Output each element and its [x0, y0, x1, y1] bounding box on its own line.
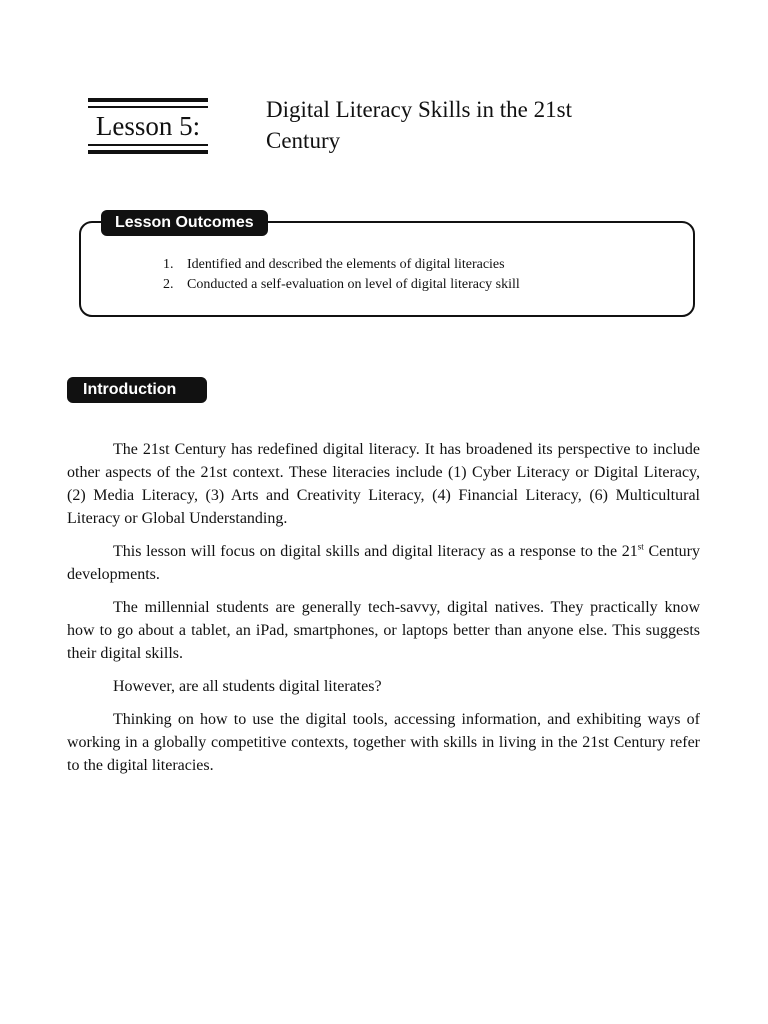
lesson-outcomes-heading: Lesson Outcomes — [101, 210, 268, 236]
paragraph: Thinking on how to use the digital tools, accessing information, and exhibiting ways of working in a globally competitive contexts, together with skills in living in the 21st Century refer to the digital literacies. — [67, 711, 700, 774]
outcomes-list — [163, 255, 663, 295]
paragraph: The millennial students are generally tech-savvy, digital natives. They practically know how to go about a tablet, an iPad, smartphones, or laptops better than anyone else. This suggests their digital skills. — [67, 599, 700, 662]
top-rule-thick — [88, 98, 208, 102]
superscript: st — [637, 541, 644, 552]
introduction-body — [67, 438, 700, 787]
paragraph-text: Century developments. — [67, 543, 700, 583]
paragraph-text: This lesson will focus on digital skills and digital literacy as a response to the 21 — [113, 543, 638, 560]
list-item — [163, 275, 663, 295]
paragraph — [67, 540, 700, 586]
list-item-text: Identified and described the elements of digital literacies — [187, 257, 505, 272]
lesson-title: Digital Literacy Skills in the 21st Century — [266, 97, 572, 153]
lesson-number: Lesson 5: — [95, 111, 201, 141]
introduction-heading: Introduction — [67, 377, 207, 403]
paragraph: The 21st Century has redefined digital literacy. It has broadened its perspective to include other aspects of the 21st context. These literacies include (1) Cyber Literacy or Digital Literacy, (2) Media Literacy, (3) Arts and Creativity Literacy, (4) Financial Literacy, (6) Multicultural Literacy or Global Understanding. — [67, 441, 700, 527]
bottom-rule-thin — [88, 144, 208, 146]
top-rule-thin — [88, 106, 208, 108]
lesson-number-box — [88, 98, 208, 156]
bottom-rule-thick — [88, 150, 208, 154]
list-item — [163, 255, 663, 275]
list-item-text: Conducted a self-evaluation on level of digital literacy skill — [187, 277, 520, 292]
paragraph: However, are all students digital literates? — [113, 678, 382, 695]
list-item-number: 1. — [163, 257, 174, 272]
list-item-number: 2. — [163, 277, 174, 292]
